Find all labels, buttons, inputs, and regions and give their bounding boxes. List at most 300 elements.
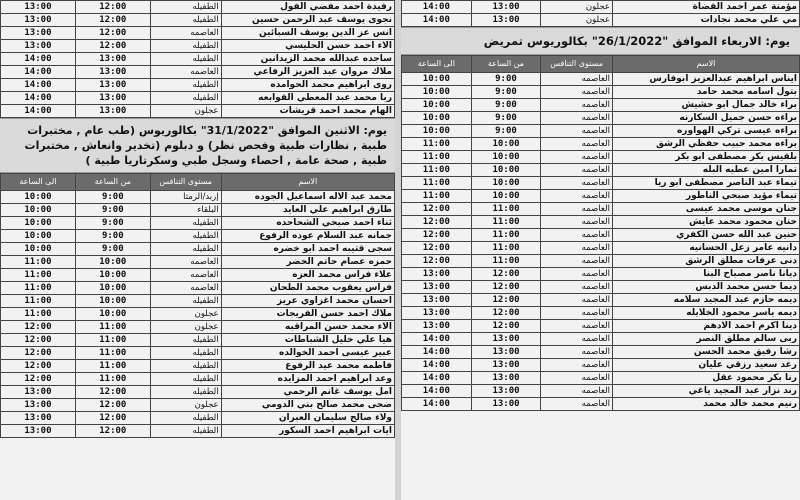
competition-level-cell: العاصمه (541, 151, 613, 164)
to-time-cell: 11:00 (402, 138, 472, 151)
student-name-cell: محمد عبد الاله اسماعيل الجوده (221, 191, 394, 204)
column-header-from: من الساعة (471, 56, 541, 73)
student-name-cell: روى ابراهيم محمد الحوامده (221, 79, 394, 92)
table-row (1, 79, 395, 92)
table-row (1, 373, 395, 386)
from-time-cell: 10:00 (471, 151, 541, 164)
student-name-cell: تمارا امين عطيه البله (612, 164, 799, 177)
to-time-cell: 12:00 (1, 373, 76, 386)
to-time-cell: 11:00 (1, 308, 76, 321)
from-time-cell: 12:00 (471, 307, 541, 320)
from-time-cell: 9:00 (75, 230, 150, 243)
student-name-cell: دينا اكرم احمد الادهم (612, 320, 799, 333)
table-row (402, 255, 800, 268)
competition-level-cell: العاصمه (541, 229, 613, 242)
competition-level-cell: الطفيله (150, 373, 221, 386)
competition-level-cell: الطفيله (150, 217, 221, 230)
from-time-cell: 10:00 (75, 269, 150, 282)
student-name-cell: تيماء عبد الناصر مصطفى ابو ريا (612, 177, 799, 190)
student-name-cell: براءه حسن جميل السكارنه (612, 112, 799, 125)
right-column (401, 0, 800, 500)
competition-level-cell: العاصمه (541, 320, 613, 333)
to-time-cell: 11:00 (402, 177, 472, 190)
student-name-cell: دانيه عامر زعل الحسانيه (612, 242, 799, 255)
table-row (402, 112, 800, 125)
student-name-cell: مي علي محمد نجادات (612, 14, 799, 27)
student-name-cell: حنين عبد الله حسن الكفري (612, 229, 799, 242)
student-name-cell: ملاك احمد حسن القريجات (221, 308, 394, 321)
from-time-cell: 10:00 (471, 190, 541, 203)
student-name-cell: ثناء احمد صبحي الشحاحده (221, 217, 394, 230)
student-name-cell: جنان موسى محمد عيسى (612, 203, 799, 216)
student-name-cell: رنا بكر محمود عقل (612, 372, 799, 385)
table-row (402, 151, 800, 164)
to-time-cell: 10:00 (402, 99, 472, 112)
to-time-cell: 10:00 (1, 217, 76, 230)
competition-level-cell: العاصمه (541, 346, 613, 359)
to-time-cell: 14:00 (402, 346, 472, 359)
to-time-cell: 10:00 (402, 125, 472, 138)
to-time-cell: 13:00 (1, 412, 76, 425)
table-row (1, 308, 395, 321)
table-row (1, 282, 395, 295)
table-row (402, 346, 800, 359)
to-time-cell: 14:00 (402, 398, 472, 411)
from-time-cell: 10:00 (471, 138, 541, 151)
table-row (402, 333, 800, 346)
student-name-cell: براءه عيسى تركي الهواوره (612, 125, 799, 138)
from-time-cell: 12:00 (75, 27, 150, 40)
student-name-cell: ربا محمد عبد المعطي القوابعه (221, 92, 394, 105)
to-time-cell: 13:00 (402, 320, 472, 333)
right-schedule-table (401, 55, 800, 411)
table-row (402, 229, 800, 242)
from-time-cell: 13:00 (471, 333, 541, 346)
student-name-cell: رنيم محمد خالد محمد (612, 398, 799, 411)
student-name-cell: رشا رفيق محمد الحسن (612, 346, 799, 359)
student-name-cell: نجوى يوسف عبد الرحمن حسين (221, 14, 394, 27)
competition-level-cell: العاصمه (541, 372, 613, 385)
table-row (402, 73, 800, 86)
to-time-cell: 12:00 (1, 347, 76, 360)
competition-level-cell: العاصمه (541, 281, 613, 294)
competition-level-cell: العاصمه (150, 256, 221, 269)
from-time-cell: 12:00 (75, 399, 150, 412)
student-name-cell: رند نزار عبد المجيد ياغي (612, 385, 799, 398)
to-time-cell: 14:00 (402, 359, 472, 372)
from-time-cell: 9:00 (471, 99, 541, 112)
table-row (402, 359, 800, 372)
to-time-cell: 12:00 (402, 242, 472, 255)
student-name-cell: علاء فراس محمد العزه (221, 269, 394, 282)
competition-level-cell: الطفيله (150, 425, 221, 438)
left-top-table (0, 0, 395, 118)
to-time-cell: 13:00 (1, 399, 76, 412)
to-time-cell: 11:00 (1, 256, 76, 269)
student-name-cell: ديما حسن محمد الدبس (612, 281, 799, 294)
student-name-cell: الاء محمد حسن المراقبه (221, 321, 394, 334)
to-time-cell: 13:00 (402, 268, 472, 281)
table-row (402, 99, 800, 112)
from-time-cell: 10:00 (75, 308, 150, 321)
to-time-cell: 14:00 (402, 385, 472, 398)
student-name-cell: بتول اسامه محمد حامد (612, 86, 799, 99)
to-time-cell: 10:00 (1, 243, 76, 256)
to-time-cell: 12:00 (1, 360, 76, 373)
from-time-cell: 9:00 (75, 217, 150, 230)
from-time-cell: 11:00 (75, 321, 150, 334)
competition-level-cell: العاصمه (150, 282, 221, 295)
to-time-cell: 10:00 (402, 86, 472, 99)
student-name-cell: فراس يعقوب محمد الطحان (221, 282, 394, 295)
student-name-cell: الهام محمد احمد قريشات (221, 105, 394, 118)
student-name-cell: ضحى محمد صالح بني الدومي (221, 399, 394, 412)
student-name-cell: عبير عيسى احمد الخوالده (221, 347, 394, 360)
right-top-table (401, 0, 800, 27)
competition-level-cell: البلقاء (150, 204, 221, 217)
table-row (402, 242, 800, 255)
table-row (1, 360, 395, 373)
to-time-cell: 14:00 (1, 53, 76, 66)
competition-level-cell: العاصمه (541, 73, 613, 86)
competition-level-cell: عجلون (150, 105, 221, 118)
from-time-cell: 9:00 (75, 191, 150, 204)
competition-level-cell: العاصمه (541, 125, 613, 138)
to-time-cell: 12:00 (402, 229, 472, 242)
competition-level-cell: العاصمه (150, 66, 221, 79)
to-time-cell: 12:00 (402, 255, 472, 268)
table-row (402, 281, 800, 294)
student-name-cell: حمزه عصام حاتم الخضر (221, 256, 394, 269)
table-row (1, 217, 395, 230)
to-time-cell: 10:00 (1, 230, 76, 243)
table-row (402, 203, 800, 216)
table-row (1, 53, 395, 66)
competition-level-cell: العاصمه (541, 385, 613, 398)
to-time-cell: 13:00 (1, 1, 76, 14)
from-time-cell: 9:00 (471, 86, 541, 99)
from-time-cell: 10:00 (75, 256, 150, 269)
to-time-cell: 14:00 (1, 79, 76, 92)
table-row (402, 138, 800, 151)
competition-level-cell: العاصمه (541, 242, 613, 255)
from-time-cell: 9:00 (75, 204, 150, 217)
table-row (1, 66, 395, 79)
competition-level-cell: الطفيله (150, 360, 221, 373)
right-section-heading: يوم: الاربعاء الموافق "26/1/2022" بكالوريوس تمريض (401, 27, 800, 55)
table-row (1, 1, 395, 14)
student-name-cell: مؤمنة عمر احمد القضاة (612, 1, 799, 14)
table-row (402, 216, 800, 229)
from-time-cell: 9:00 (75, 243, 150, 256)
competition-level-cell: العاصمه (541, 112, 613, 125)
competition-level-cell: الطفيله (150, 334, 221, 347)
from-time-cell: 13:00 (75, 79, 150, 92)
table-row (402, 190, 800, 203)
competition-level-cell: الطفيله (150, 79, 221, 92)
table-row (402, 14, 800, 27)
left-column (0, 0, 395, 500)
table-row (1, 27, 395, 40)
table-row (1, 230, 395, 243)
student-name-cell: انس عز الدين يوسف السبائين (221, 27, 394, 40)
competition-level-cell: عجلون (541, 14, 613, 27)
competition-level-cell: الطفيله (150, 14, 221, 27)
from-time-cell: 13:00 (75, 53, 150, 66)
from-time-cell: 11:00 (75, 334, 150, 347)
student-name-cell: ربى سالم مطلق النصر (612, 333, 799, 346)
table-row (402, 164, 800, 177)
to-time-cell: 13:00 (1, 40, 76, 53)
student-name-cell: احسان محمد اغزاوي عريز (221, 295, 394, 308)
table-row (402, 294, 800, 307)
competition-level-cell: العاصمه (541, 398, 613, 411)
to-time-cell: 10:00 (1, 191, 76, 204)
table-row (1, 105, 395, 118)
from-time-cell: 10:00 (75, 282, 150, 295)
competition-level-cell: العاصمه (541, 216, 613, 229)
competition-level-cell: الطفيله (150, 92, 221, 105)
from-time-cell: 9:00 (471, 112, 541, 125)
competition-level-cell: العاصمه (541, 307, 613, 320)
to-time-cell: 11:00 (1, 295, 76, 308)
left-schedule-table (0, 173, 395, 438)
competition-level-cell: عجلون (150, 399, 221, 412)
to-time-cell: 11:00 (1, 282, 76, 295)
competition-level-cell: العاصمه (541, 86, 613, 99)
column-header-name: الاسم (221, 174, 394, 191)
table-row (402, 177, 800, 190)
to-time-cell: 13:00 (402, 294, 472, 307)
competition-level-cell: العاصمه (541, 138, 613, 151)
student-name-cell: جمانه عبد السلام عوده الرفوع (221, 230, 394, 243)
from-time-cell: 12:00 (471, 294, 541, 307)
from-time-cell: 11:00 (471, 255, 541, 268)
student-name-cell: امل يوسف غانم الرحمي (221, 386, 394, 399)
to-time-cell: 11:00 (402, 151, 472, 164)
from-time-cell: 12:00 (75, 40, 150, 53)
student-name-cell: تيماء مؤيد صبحي الناطور (612, 190, 799, 203)
from-time-cell: 11:00 (75, 347, 150, 360)
table-row (1, 191, 395, 204)
table-row (1, 243, 395, 256)
competition-level-cell: العاصمه (541, 164, 613, 177)
student-name-cell: ساجده عبدالله محمد الزيدانين (221, 53, 394, 66)
table-row (1, 347, 395, 360)
to-time-cell: 10:00 (402, 73, 472, 86)
table-row (1, 412, 395, 425)
to-time-cell: 14:00 (402, 333, 472, 346)
from-time-cell: 10:00 (75, 295, 150, 308)
left-table-body (1, 191, 395, 438)
to-time-cell: 14:00 (402, 1, 472, 14)
from-time-cell: 9:00 (471, 73, 541, 86)
to-time-cell: 11:00 (402, 164, 472, 177)
to-time-cell: 11:00 (402, 190, 472, 203)
table-row (1, 295, 395, 308)
to-time-cell: 13:00 (402, 307, 472, 320)
left-header-row (1, 174, 395, 191)
competition-level-cell: العاصمه (541, 294, 613, 307)
competition-level-cell: العاصمه (541, 255, 613, 268)
competition-level-cell: العاصمه (150, 27, 221, 40)
from-time-cell: 13:00 (471, 359, 541, 372)
competition-level-cell: عجلون (150, 308, 221, 321)
student-name-cell: طارق ابراهيم علي العايد (221, 204, 394, 217)
student-name-cell: وعد ابراهيم احمد المزايده (221, 373, 394, 386)
student-name-cell: ملاك مروان عبد العزيز الرفاعي (221, 66, 394, 79)
competition-level-cell: العاصمه (541, 203, 613, 216)
to-time-cell: 10:00 (1, 204, 76, 217)
student-name-cell: سجى قتيبه احمد ابو خضره (221, 243, 394, 256)
from-time-cell: 13:00 (75, 105, 150, 118)
competition-level-cell: الطفيله (150, 230, 221, 243)
from-time-cell: 11:00 (471, 229, 541, 242)
student-name-cell: براءه محمد حبيب حفظي الرشق (612, 138, 799, 151)
student-name-cell: ولاء صالح سليمان العبران (221, 412, 394, 425)
to-time-cell: 13:00 (1, 14, 76, 27)
competition-level-cell: إربد/الرمثا (150, 191, 221, 204)
student-name-cell: فاطمه محمد عيد الرفوع (221, 360, 394, 373)
column-header-from: من الساعة (75, 174, 150, 191)
to-time-cell: 13:00 (1, 386, 76, 399)
left-top-table-body (1, 1, 395, 118)
student-name-cell: رفيدة احمد مفضي الفول (221, 1, 394, 14)
table-row (1, 425, 395, 438)
competition-level-cell: الطفيله (150, 386, 221, 399)
from-time-cell: 13:00 (471, 372, 541, 385)
from-time-cell: 13:00 (471, 385, 541, 398)
table-row (402, 86, 800, 99)
table-row (402, 307, 800, 320)
table-row (402, 1, 800, 14)
table-row (402, 385, 800, 398)
student-name-cell: رغد سعيد رزقي عليان (612, 359, 799, 372)
table-row (1, 334, 395, 347)
from-time-cell: 13:00 (75, 66, 150, 79)
to-time-cell: 13:00 (402, 281, 472, 294)
student-name-cell: ديانا ناصر مصباح البنا (612, 268, 799, 281)
to-time-cell: 14:00 (402, 372, 472, 385)
competition-level-cell: العاصمه (541, 177, 613, 190)
table-row (1, 269, 395, 282)
competition-level-cell: عجلون (541, 1, 613, 14)
competition-level-cell: الطفيله (150, 412, 221, 425)
student-name-cell: ايات ابراهيم احمد السكور (221, 425, 394, 438)
competition-level-cell: عجلون (150, 321, 221, 334)
competition-level-cell: العاصمه (541, 190, 613, 203)
from-time-cell: 12:00 (75, 1, 150, 14)
to-time-cell: 12:00 (1, 321, 76, 334)
competition-level-cell: الطفيله (150, 347, 221, 360)
competition-level-cell: العاصمه (541, 268, 613, 281)
from-time-cell: 13:00 (471, 14, 541, 27)
to-time-cell: 14:00 (402, 14, 472, 27)
from-time-cell: 13:00 (471, 1, 541, 14)
to-time-cell: 12:00 (402, 216, 472, 229)
student-name-cell: بلقيس بكر مصطفى ابو بكر (612, 151, 799, 164)
column-header-level: مستوى التنافس (541, 56, 613, 73)
table-row (402, 320, 800, 333)
column-header-to: الى الساعة (1, 174, 76, 191)
student-name-cell: الاء احمد حسن الحليسي (221, 40, 394, 53)
from-time-cell: 13:00 (471, 398, 541, 411)
right-top-table-body (402, 1, 800, 27)
from-time-cell: 12:00 (75, 412, 150, 425)
to-time-cell: 12:00 (402, 203, 472, 216)
student-name-cell: ديمه حازم عبد المجيد سلامه (612, 294, 799, 307)
right-table-body (402, 73, 800, 411)
to-time-cell: 13:00 (1, 27, 76, 40)
from-time-cell: 12:00 (471, 320, 541, 333)
competition-level-cell: العاصمه (541, 333, 613, 346)
from-time-cell: 12:00 (75, 386, 150, 399)
from-time-cell: 12:00 (75, 425, 150, 438)
column-header-level: مستوى التنافس (150, 174, 221, 191)
to-time-cell: 11:00 (1, 269, 76, 282)
to-time-cell: 12:00 (1, 334, 76, 347)
student-name-cell: حنان محمود محمد عايش (612, 216, 799, 229)
competition-level-cell: الطفيله (150, 40, 221, 53)
table-row (1, 92, 395, 105)
competition-level-cell: الطفيله (150, 53, 221, 66)
column-header-to: الى الساعة (402, 56, 472, 73)
from-time-cell: 12:00 (471, 281, 541, 294)
left-section-heading: يوم: الاثنين الموافق "31/1/2022" بكالوريوس (طب عام , مختبرات طبية , نظارات طبية وفحص نظر) و دبلوم (تخدير وانعاش , مختبرات طبية , صحة عامة , احصاء وسجل طبي وسكرتاريا طبية ) (0, 118, 395, 173)
table-row (402, 372, 800, 385)
student-name-cell: هيا علي خليل الشباطات (221, 334, 394, 347)
student-name-cell: دنى عرفات مطلق الرشق (612, 255, 799, 268)
competition-level-cell: الطفيله (150, 295, 221, 308)
competition-level-cell: العاصمه (541, 359, 613, 372)
table-row (1, 14, 395, 27)
column-header-name: الاسم (612, 56, 799, 73)
from-time-cell: 11:00 (471, 216, 541, 229)
table-row (1, 399, 395, 412)
from-time-cell: 11:00 (471, 242, 541, 255)
to-time-cell: 13:00 (1, 425, 76, 438)
student-name-cell: براء خالد جمال ابو حشيش (612, 99, 799, 112)
to-time-cell: 14:00 (1, 105, 76, 118)
table-row (402, 125, 800, 138)
table-row (402, 268, 800, 281)
from-time-cell: 13:00 (75, 92, 150, 105)
competition-level-cell: الطفيله (150, 243, 221, 256)
from-time-cell: 10:00 (471, 164, 541, 177)
to-time-cell: 14:00 (1, 92, 76, 105)
table-row (402, 398, 800, 411)
student-name-cell: ديمه ياسر محمود الخلايله (612, 307, 799, 320)
competition-level-cell: الطفيله (150, 1, 221, 14)
from-time-cell: 12:00 (471, 268, 541, 281)
competition-level-cell: العاصمه (541, 99, 613, 112)
table-row (1, 204, 395, 217)
from-time-cell: 11:00 (471, 203, 541, 216)
table-row (1, 386, 395, 399)
from-time-cell: 12:00 (75, 14, 150, 27)
right-header-row (402, 56, 800, 73)
table-row (1, 256, 395, 269)
table-row (1, 321, 395, 334)
student-name-cell: ايناس ابراهيم عبدالعزيز ابوفارس (612, 73, 799, 86)
to-time-cell: 10:00 (402, 112, 472, 125)
table-row (1, 40, 395, 53)
from-time-cell: 9:00 (471, 125, 541, 138)
from-time-cell: 13:00 (471, 346, 541, 359)
from-time-cell: 10:00 (471, 177, 541, 190)
competition-level-cell: العاصمه (150, 269, 221, 282)
from-time-cell: 11:00 (75, 373, 150, 386)
